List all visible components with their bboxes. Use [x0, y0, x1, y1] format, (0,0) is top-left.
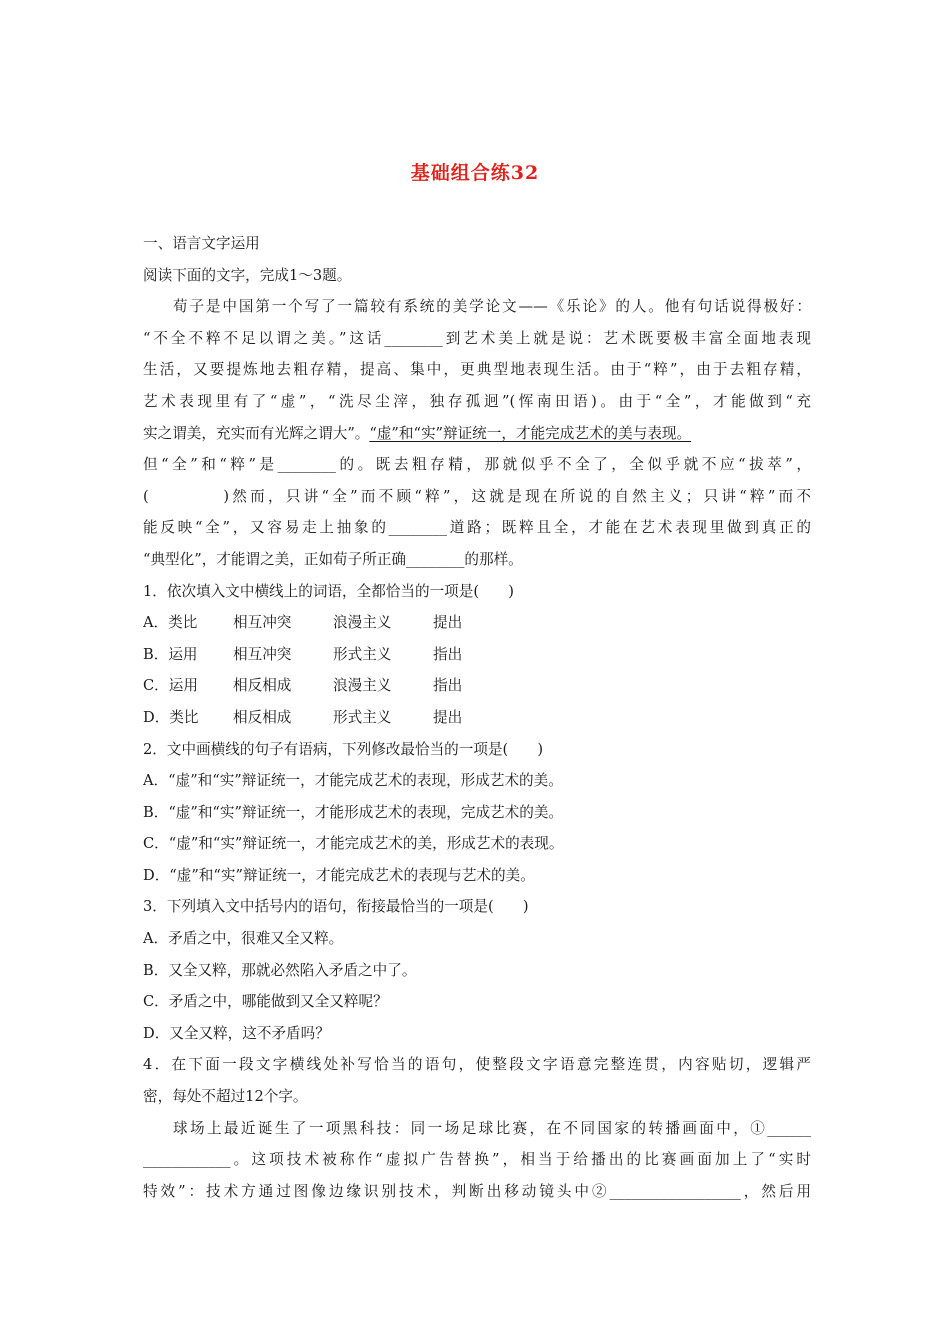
option-cell: D．类比 [143, 708, 199, 726]
option-d: D．又全又粹，这不矛盾吗？ [143, 1024, 330, 1042]
option-cell: 提出 [433, 614, 463, 632]
question-stem: 密，每处不超过12个字。 [143, 1088, 308, 1106]
question-2 [143, 734, 811, 892]
reading-instruction: 阅读下面的文字，完成1～3题。 [143, 266, 352, 284]
section-heading: 一、语言文字运用 [143, 235, 260, 252]
option-cell: A．类比 [143, 614, 198, 632]
option-b: B．又全又粹，那就必然陷入矛盾之中了。 [143, 961, 417, 979]
passage-line: 生活，又要提炼地去粗存精，提高、集中，更典型地表现生活。由于“粹”，由于去粗存精， [143, 361, 811, 379]
option-cell: B．运用 [143, 645, 198, 663]
option-a [143, 607, 811, 639]
passage-line: 能反映“全”，又容易走上抽象的________道路；既粹且全，才能在艺术表现里做到真正的 [143, 519, 811, 537]
option-cell: 相互冲突 [233, 614, 292, 632]
question-stem: 3．下列填入文中括号内的语句，衔接最恰当的一项是( ) [143, 898, 529, 916]
question-1 [143, 576, 811, 734]
option-a: A．“虚”和“实”辩证统一，才能完成艺术的表现，形成艺术的美。 [143, 772, 563, 790]
passage-line: 特效”：技术方通过图像边缘识别技术，判断出移动镜头中②__________________，然后用 [143, 1182, 811, 1200]
option-cell: 相互冲突 [233, 645, 292, 663]
question-3 [143, 891, 811, 1049]
passage-line: “不全不粹不足以谓之美。”这话________到艺术美上就是说：艺术既要极丰富全面地表现 [143, 329, 811, 347]
option-cell: 形式主义 [333, 645, 392, 663]
option-d [143, 702, 811, 734]
passage-line: 艺术表现里有了“虚”，“洗尽尘滓，独存孤迥”(恽南田语)。由于“全”，才能做到“充 [143, 392, 811, 410]
option-b [143, 639, 811, 671]
passage-line: “典型化”，才能谓之美，正如荀子所正确________的那样。 [143, 550, 523, 568]
option-cell: 浪漫主义 [333, 614, 392, 632]
option-c: C．“虚”和“实”辩证统一，才能完成艺术的美，形成艺术的表现。 [143, 835, 564, 853]
option-b: B．“虚”和“实”辩证统一，才能形成艺术的表现，完成艺术的美。 [143, 803, 564, 821]
passage-line [143, 418, 811, 450]
underlined-sentence: “虚”和“实”辩证统一，才能完成艺术的美与表现。 [369, 424, 692, 442]
document-body [143, 228, 811, 1207]
question-stem: 1．依次填入文中横线上的词语，全都恰当的一项是( ) [143, 582, 514, 600]
option-cell: 提出 [433, 708, 463, 726]
option-cell: 相反相成 [233, 708, 292, 726]
passage-line: 球场上最近诞生了一项黑科技：同一场足球比赛，在不同国家的转播画面中，①______ [173, 1119, 811, 1137]
passage-line: 荀子是中国第一个写了一篇较有系统的美学论文——《乐论》的人。他有句话说得极好： [173, 298, 811, 316]
option-cell: 指出 [433, 677, 463, 695]
option-c: C．矛盾之中，哪能做到又全又粹呢？ [143, 993, 388, 1011]
passage-text: 实之谓美，充实而有光辉之谓大”。 [143, 424, 370, 442]
question-4 [143, 1049, 811, 1207]
passage-line: 但“全”和“粹”是________的。既去粗存精，那就似乎不全了，全似乎就不应“拔萃”， [143, 456, 811, 474]
option-c [143, 670, 811, 702]
option-cell: 浪漫主义 [333, 677, 392, 695]
option-cell: 相反相成 [233, 677, 292, 695]
reading-passage [143, 291, 811, 575]
option-cell: 形式主义 [333, 708, 392, 726]
page-title: 基础组合练32 [410, 162, 540, 184]
question-stem: 2．文中画横线的句子有语病，下列修改最恰当的一项是( ) [143, 740, 544, 758]
passage-line: ____________。这项技术被称作“虚拟广告替换”，相当于给播出的比赛画面加上了“实时 [143, 1151, 811, 1169]
option-d: D．“虚”和“实”辩证统一，才能完成艺术的表现与艺术的美。 [143, 866, 535, 884]
option-cell: 指出 [433, 645, 463, 663]
passage-line: ( )然而，只讲“全”而不顾“粹”，这就是现在所说的自然主义；只讲“粹”而不 [143, 487, 811, 505]
option-a: A．矛盾之中，很难又全又粹。 [143, 930, 344, 948]
question-stem: 4．在下面一段文字横线处补写恰当的语句，使整段文字语意完整连贯，内容贴切，逻辑严 [143, 1056, 811, 1074]
option-cell: C．运用 [143, 677, 198, 695]
